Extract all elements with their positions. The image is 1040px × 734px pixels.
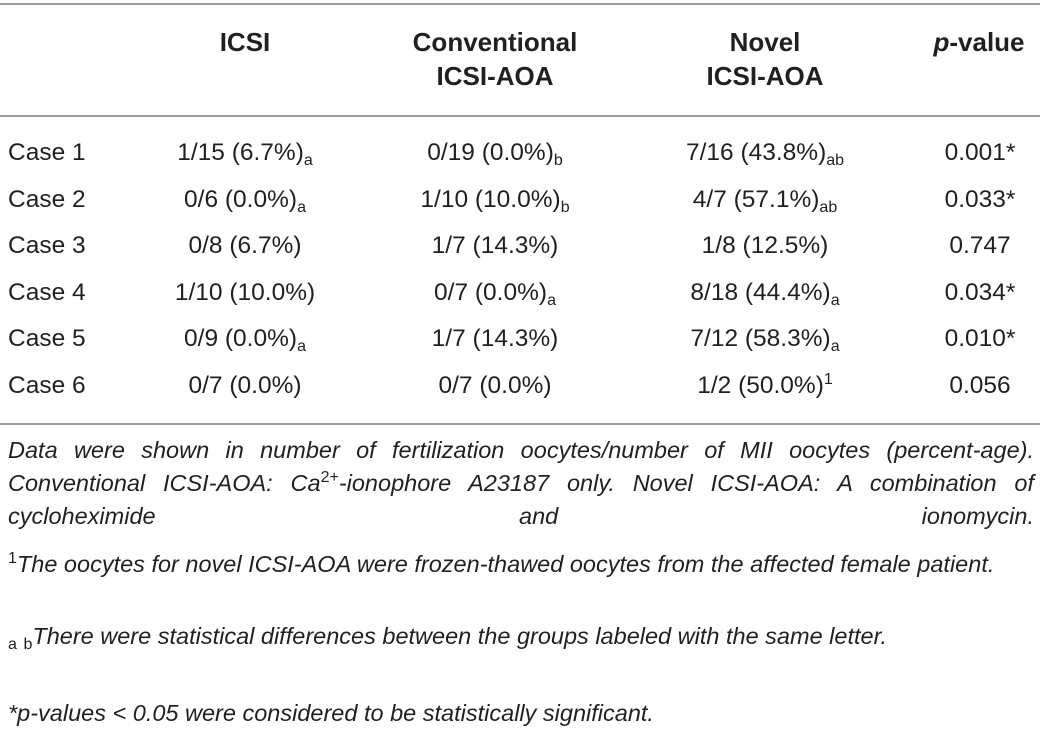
significance-marker: b <box>560 198 570 216</box>
cell-novel: 1/2 $(50.0\%)^1$ <box>697 370 833 399</box>
cell-conventional: 1/10 $(10.0\%)_b$ <box>420 185 570 216</box>
significance-marker: a <box>830 291 840 309</box>
significance-marker: a <box>830 338 840 355</box>
significance-marker: b <box>553 152 563 169</box>
cell-case: Case 4 <box>8 278 86 306</box>
significance-marker: a <box>297 198 306 216</box>
cell-conventional: 0/19 $(0.0\%)_b$ <box>427 139 563 169</box>
footnote-ab: $_a$ $_b$There were statistical differences between the groups labeled with the same letter. <box>8 623 888 653</box>
header-icsi: ICSI <box>219 27 271 57</box>
cell-novel: 1/8 (12.5%) <box>701 232 829 259</box>
cell-p-value: 0.033* <box>944 185 1016 213</box>
cell-icsi: 0/6 $(0.0\%)_a$ <box>184 185 306 216</box>
significance-marker: a <box>547 291 556 309</box>
cell-case: Case 3 <box>8 232 86 259</box>
footnote-1-text: $^1$The oocytes for novel ICSI-AOA were frozen-thawed oocytes from the affected female patient. <box>8 550 995 577</box>
footnote-marker-b: b <box>23 636 33 653</box>
cell-novel: 7/16 $(43.8\%)_{ab}$ <box>685 139 845 169</box>
footnote-marker: 1 <box>8 550 17 567</box>
significance-marker: ab <box>826 152 845 169</box>
header-bottom-rule <box>0 115 1040 117</box>
cell-conventional: 1/7 (14.3%) <box>431 325 559 352</box>
header-p-value: p-value <box>933 27 1025 57</box>
footnote-marker-a: a <box>8 636 17 653</box>
footnote-reference: 1 <box>823 370 833 388</box>
significance-marker: a <box>297 338 306 355</box>
footnote-data: Data were shown in number of fertilization oocytes/number of MII oocytes (percent-age). Conventional ICSI-AOA: $Ca^{2+}$-ionophore A23187 only. Novel ICSI-AOA: A combination of cycloheximide and ionomycin. <box>8 437 1034 529</box>
cell-p-value: 0.034* <box>944 278 1016 306</box>
cell-conventional: 0/7 $(0.0\%)_a$ <box>434 278 556 309</box>
significance-marker: a <box>303 152 313 169</box>
cell-p-value: 0.001* <box>944 139 1016 166</box>
cell-p-value: 0.056 <box>949 371 1011 399</box>
cell-case: Case 6 <box>8 371 86 399</box>
cell-case: Case 2 <box>8 185 86 213</box>
cell-conventional: 0/7 (0.0%) <box>438 371 552 399</box>
cell-icsi: 0/7 (0.0%) <box>188 371 302 399</box>
cell-case: Case 5 <box>8 325 86 352</box>
cell-icsi: 1/10 (10.0%) <box>174 278 316 306</box>
header-conventional: Conventional ICSI-AOA <box>412 27 578 91</box>
cell-icsi: 0/9 $(0.0\%)_a$ <box>184 325 306 355</box>
cell-novel: 7/12 $(58.3\%)_a$ <box>690 325 840 355</box>
cell-icsi: 1/15 $(6.7\%)_a$ <box>177 139 313 169</box>
cell-p-value: 0.010* <box>944 325 1016 352</box>
table-top-rule <box>0 3 1040 5</box>
superscript: 2+ <box>320 469 339 486</box>
cell-icsi: 0/8 (6.7%) <box>188 232 302 259</box>
table-bottom-rule <box>0 423 1040 425</box>
cell-p-value: 0.747 <box>949 232 1011 259</box>
cell-novel: 4/7 $(57.1\%)_{ab}$ <box>692 185 838 216</box>
header-novel: Novel ICSI-AOA <box>706 27 824 91</box>
cell-conventional: 1/7 (14.3%) <box>431 232 559 259</box>
footnote-p: *p-values < 0.05 were considered to be statistically significant. <box>8 700 654 726</box>
significance-marker: ab <box>819 198 838 216</box>
cell-case: Case 1 <box>8 139 86 166</box>
cell-novel: 8/18 $(44.4\%)_a$ <box>690 278 840 309</box>
